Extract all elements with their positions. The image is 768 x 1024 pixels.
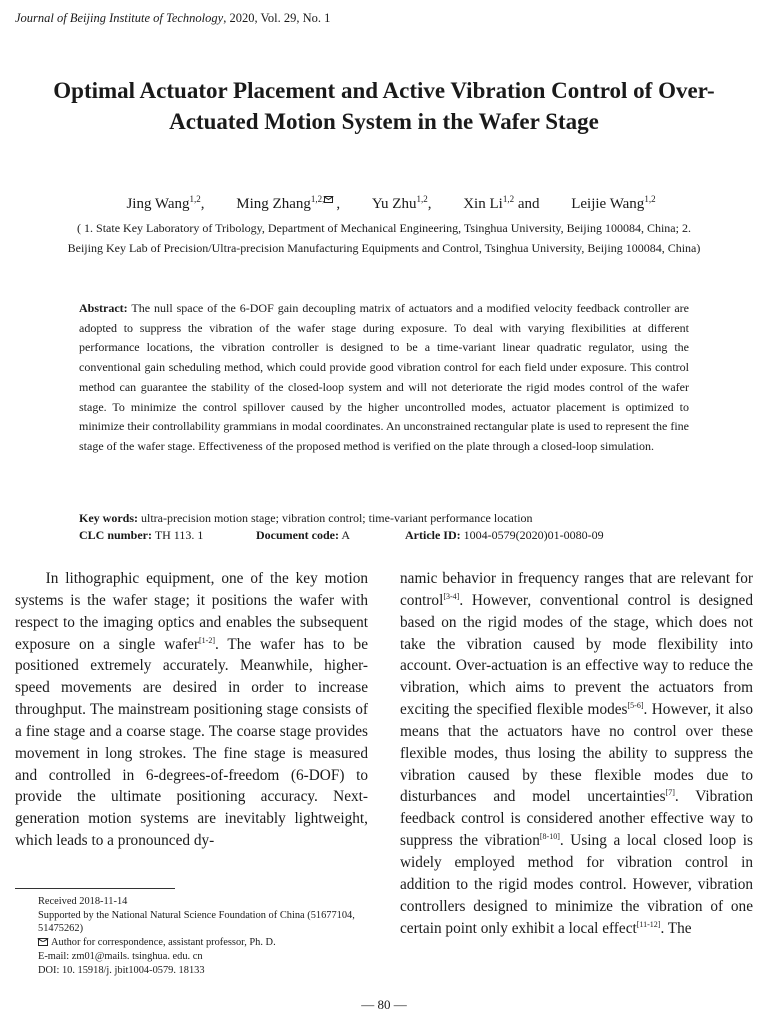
citation[interactable]: [11-12] (636, 919, 661, 929)
envelope-icon (38, 938, 48, 946)
footnotes (38, 895, 368, 977)
body-paragraph: In lithographic equipment, one of the key motion systems is the wafer stage; it positions the wafer with respect to the imaging optics and enables the subsequent exposure on a single wafer[1-2]. The wafer has to be positioned extremely accurately. Meanwhile, higher-speed movements are desired in order to increase throughput. The mainstream positioning stage consists of a fine stage and a coarse stage. The coarse stage provides movement in long strokes. The fine stage is measured and controlled in 6-degrees-of-freedom (6-DOF) to provide the ultimate positioning accuracy. Next-generation motion systems are inevitably lightweight, which leads to a pronounced dy- (15, 570, 368, 850)
received-date: Received 2018-11-14 (38, 896, 128, 907)
email-note[interactable]: E-mail: zm01@mails. tsinghua. edu. cn (38, 950, 203, 962)
article-id-label: Article ID: (405, 528, 461, 542)
citation[interactable]: [5-6] (627, 701, 644, 711)
footnote-divider (15, 888, 175, 889)
citation[interactable]: [8-10] (539, 832, 560, 842)
keywords-text: ultra-precision motion stage; vibration control; time-variant performance location (141, 511, 533, 525)
keywords (79, 509, 689, 528)
clc-value: TH 113. 1 (154, 528, 204, 542)
citation[interactable]: [1-2] (198, 635, 215, 645)
doi-note[interactable]: DOI: 10. 15918/j. jbit1004-0579. 18133 (38, 964, 205, 976)
author-5[interactable]: Leijie Wang$^{1,2}$ (571, 194, 656, 212)
article-id-value: 1004-0579(2020)01-0080-09 (463, 528, 604, 542)
affiliations: ( 1. State Key Laboratory of Tribology, Department of Mechanical Engineering, Tsinghua University, Beijing 100084, China; 2. Beijing Key Lab of Precision/Ultra-precision Manufacturing Equipments and Control, Tsinghua University, Beijing 100084, China) (67, 221, 701, 255)
body-column-right (400, 568, 753, 939)
abstract-label: Abstract: (79, 301, 128, 315)
page-number: — 80 — (361, 997, 407, 1012)
classification-line (79, 528, 604, 543)
paper-title: Optimal Actuator Placement and Active Vibration Control of Over-Actuated Motion System in the Wafer Stage (53, 78, 715, 134)
author-4[interactable]: Xin Li$^{1,2}$ and (463, 194, 540, 212)
citation[interactable]: [7] (665, 788, 675, 798)
running-header (15, 11, 330, 26)
body-paragraph: namic behavior in frequency ranges that are relevant for control[3-4]. However, conventional control is designed based on the rigid modes of the stage, which does not take the vibration caused by mode flexibility into account. Over-actuation is an effective way to reduce the vibration, which aims to prevent the actuators from exciting the specified flexible modes[5-6]. However, it also means that the actuators have no control over these flexible modes, thus losing the ability to suppress the vibration caused by these flexible modes due to disturbances and model uncertainties[7]. Vibration feedback control is considered another effective way to suppress the vibration[8-10]. Using a local closed loop is widely employed method for vibration control in addition to the rigid modes control. However, vibration controllers designed to minimize the vibration of one certain point only exhibit a local effect[11-12]. The (400, 570, 753, 937)
abstract (79, 299, 689, 457)
envelope-icon (324, 196, 333, 203)
document-code-value: A (341, 528, 350, 542)
keywords-label: Key words: (79, 511, 138, 525)
body-column-left (15, 568, 368, 852)
funding-note: Supported by the National Natural Science Foundation of China (51677104, 51475262) (38, 909, 355, 935)
citation[interactable]: [3-4] (443, 591, 460, 601)
journal-issue: , 2020, Vol. 29, No. 1 (223, 11, 331, 25)
document-code-label: Document code: (256, 528, 339, 542)
journal-name: Journal of Beijing Institute of Technology (15, 11, 224, 25)
author-1[interactable]: Jing Wang$^{1,2}$, (126, 194, 205, 212)
author-list (40, 194, 728, 213)
author-2[interactable]: Ming Zhang$^{1,2,}$ , (236, 194, 341, 212)
correspondence-note: Author for correspondence, assistant professor, Ph. D. (38, 936, 368, 950)
author-3[interactable]: Yu Zhu$^{1,2}$, (371, 194, 432, 212)
clc-label: CLC number: (79, 528, 153, 542)
abstract-text: The null space of the 6-DOF gain decoupling matrix of actuators and a modified velocity feedback controller are adopted to suppress the vibration of the wafer stage during exposure. To deal with varying flexibilities at different performance locations, the vibration controller is designed to be a time-variant linear quadratic regulator, using the conventional gain scheduling method, which could provide good vibration control for each field under exposure. This control method can guarantee the stability of the closed-loop system and will not deteriorate the rigid modes control of the wafer stage. To minimize the control spillover caused by the higher uncontrolled modes, actuator placement is optimized to minimize their controllability grammians in modal coordinates. An unconstrained rectangular plate is used to represent the fine stage of the wafer stage. Effectiveness of the proposed method is verified on the plate through a closed-loop simulation. (79, 301, 689, 453)
